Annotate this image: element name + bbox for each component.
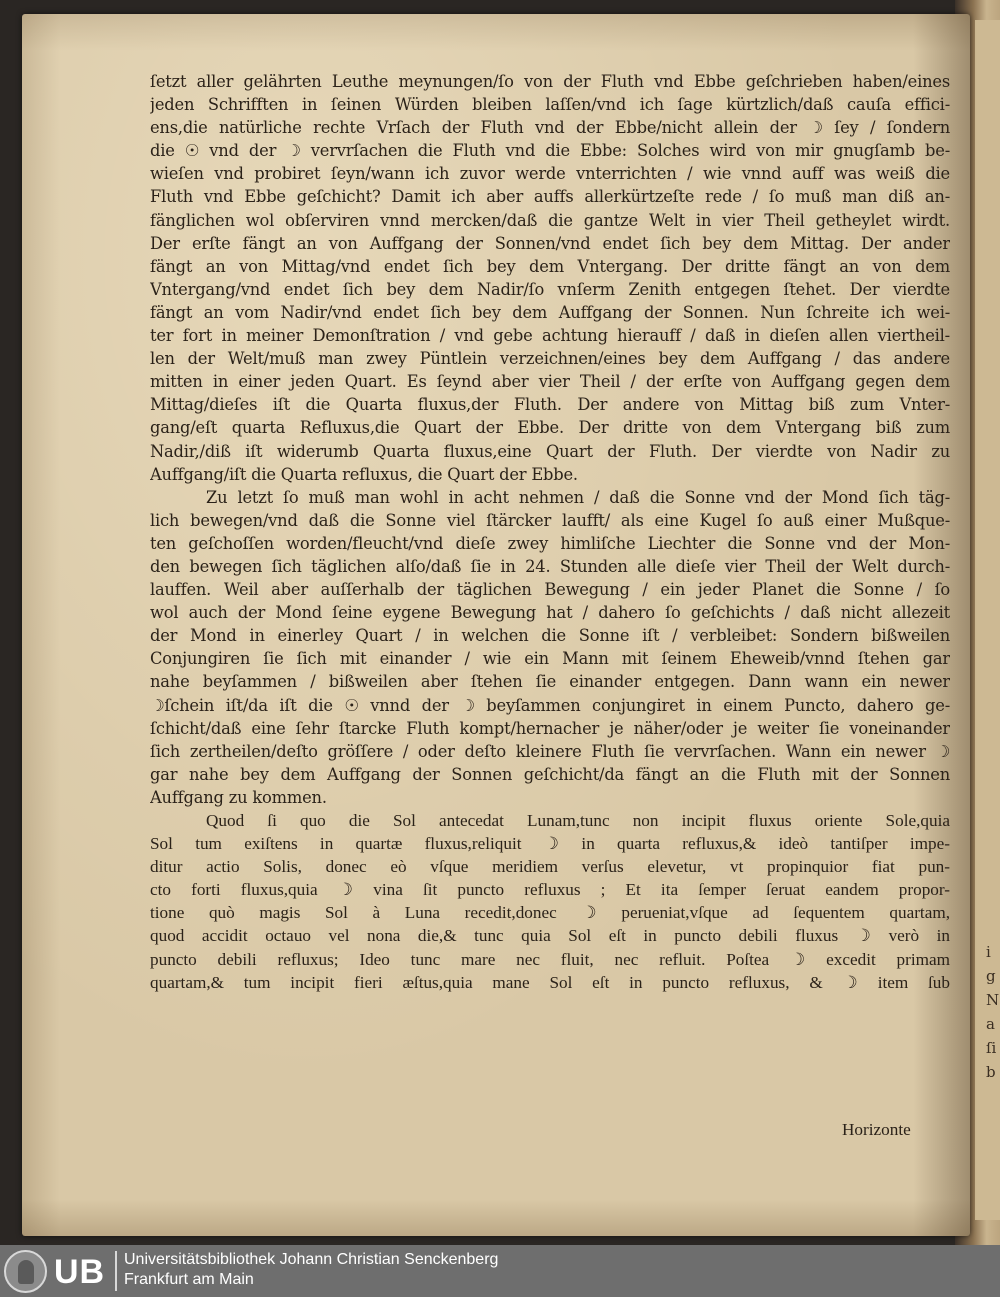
logo-divider [115, 1251, 117, 1291]
text-line: fängt an vom Nadir/vnd endet ſich bey dem Auffgang der Sonnen. Nun ſchreite ich wei- [150, 302, 950, 322]
next-page-char: ſi [986, 1039, 997, 1057]
latin-text-line: cto forti fluxus,quia ☽ vina ſit puncto refluxus ; Et ita ſemper ſeruat eandem propor- [150, 880, 950, 900]
institution-city: Frankfurt am Main [124, 1271, 254, 1288]
text-line: jeden Schrifften in ſeinen Würden bleiben laſſen/vnd ich ſage kürtzlich/daß cauſa effici- [150, 95, 950, 115]
page-text [150, 70, 950, 994]
text-line: Auffgang/iſt die Quarta refluxus, die Quart der Ebbe. [150, 464, 578, 484]
text-line: fängt an von Mittag/vnd endet ſich bey dem Vntergang. Der dritte fängt an von dem [150, 256, 950, 276]
text-line: nahe beyſammen / bißweilen aber ſtehen ſie einander entgegen. Dann wann ein newer [150, 672, 950, 692]
catchword: Horizonte [842, 1120, 911, 1139]
next-page-char: a [986, 1015, 995, 1033]
text-line: lauffen. Weil aber auſſerhalb der täglichen Bewegung / ein jeder Planet die Sonne / ſo [150, 580, 950, 600]
text-line: len der Welt/muß man zwey Püntlein verzeichnen/eines bey dem Auffgang / das andere [150, 349, 950, 369]
text-line: mitten in einer jeden Quart. Es ſeynd aber vier Theil / der erſte von Auffgang gegen dem [150, 372, 950, 392]
text-line: Vntergang/vnd endet ſich bey dem Nadir/ſo vnſerm Zenith entgegen ſtehet. Der vierdte [150, 279, 950, 299]
text-line: ten geſchoſſen worden/fleucht/vnd dieſe zwey himliſche Liechter die Sonne vnd der Mon- [150, 533, 950, 553]
text-line: Auffgang zu kommen. [150, 787, 327, 807]
logo-text: UB [54, 1253, 106, 1291]
text-line: lich bewegen/vnd daß die Sonne viel ſtärcker laufft/ als eine Kugel ſo auß einer Mußque- [150, 510, 950, 530]
text-line: fänglichen wol obſerviren vnnd mercken/daß die gantze Welt in vier Theil getheylet wirdt. [150, 210, 950, 230]
text-line: Nadir,/diß iſt widerumb Quarta fluxus,eine Quart der Fluth. Der vierdte von Nadir zu [150, 441, 950, 461]
text-line: ſchicht/daß eine ſehr ſtarcke Fluth kompt/hernacher je näher/oder je weiter ſie voneinander [150, 718, 950, 738]
text-line: ter fort in meiner Demonſtration / vnd gebe achtung hierauff / daß in dieſen allen viertheil- [150, 326, 950, 346]
text-line: gar nahe bey dem Auffgang der Sonnen geſchicht/da fängt an die Fluth mit der Sonnen [150, 764, 950, 784]
text-line: Der erſte fängt an von Auffgang der Sonnen/vnd endet ſich bey dem Mittag. Der ander [150, 233, 950, 253]
next-page-fragment [986, 940, 1000, 1084]
next-page-char: g [986, 967, 996, 985]
text-line: wol auch der Mond ſeine eygene Bewegung hat / dahero ſo geſchichts / daß nicht allezeit [150, 603, 950, 623]
library-logo[interactable] [4, 1250, 114, 1293]
text-line: die ☉ vnd der ☽ vervrſachen die Fluth vnd die Ebbe: Solches wird von mir gnugſamb be- [150, 141, 950, 161]
text-line: ens,die natürliche rechte Vrſach der Fluth vnd der Ebbe/nicht allein der ☽ ſey / ſondern [150, 118, 950, 138]
text-line: gang/eſt quarta Refluxus,die Quart der Ebbe. Der dritte von dem Vntergang biß zum [150, 418, 950, 438]
latin-text-line: Sol tum exiſtens in quartæ fluxus,reliquit ☽ in quarta refluxus,& ideò tantiſper impe- [150, 834, 950, 854]
next-page-char: i [986, 943, 991, 961]
text-line: ſetzt aller gelährten Leuthe meynungen/ſo von der Fluth vnd Ebbe geſchrieben haben/eines [150, 72, 950, 91]
text-line: Fluth vnd Ebbe geſchicht? Damit ich aber auffs allerkürtzeſte rede / ſo muß man diß an- [150, 187, 950, 207]
latin-text-line: puncto debili refluxus; Ideo tunc mare nec fluit, nec refluit. Poſtea ☽ excedit primam [150, 949, 950, 969]
text-line: Zu letzt ſo muß man wohl in acht nehmen / daß die Sonne vnd der Mond ſich täg- [206, 487, 950, 507]
next-page-char: b [986, 1063, 996, 1081]
library-footer [0, 1245, 1000, 1297]
portrait-seal-icon [4, 1250, 47, 1293]
latin-text-line: quartam,& tum incipit fieri æſtus,quia mane Sol eſt in puncto refluxus, & ☽ item ſub [150, 972, 950, 992]
latin-text-line: ditur actio Solis, donec eò vſque meridiem verſus elevetur, vt propinquior fiat pun- [150, 857, 950, 877]
text-line: ſich zertheilen/deſto gröſſere / oder deſto kleinere Fluth ſie vervrſachen. Wann ein newer ☽ [150, 741, 950, 761]
text-line: der Mond in einerley Quart / in welchen die Sonne iſt / verbleibet: Sondern bißweilen [150, 626, 950, 646]
text-line: Mittag/dieſes iſt die Quarta fluxus,der Fluth. Der andere von Mittag biß zum Vnter- [150, 395, 950, 415]
next-page-char: N [986, 991, 1000, 1009]
text-line: Conjungiren ſie ſich mit einander / wie ein Mann mit ſeinem Eheweib/vnnd ſtehen gar [150, 649, 950, 669]
text-line: wieſen vnd probiret ſeyn/wann ich zuvor werde vnterrichten / wie vnnd auff was weiß die [150, 164, 950, 184]
text-line: ☽ſchein iſt/da iſt die ☉ vnnd der ☽ beyſammen conjungiret in einem Puncto, dahero ge- [150, 695, 950, 715]
text-line: den bewegen ſich täglichen alſo/daß ſie in 24. Stunden alle dieſe vier Theil der Welt durch- [150, 556, 950, 576]
latin-text-line: quod accidit octauo vel nona die,& tunc quia Sol eſt in puncto debili fluxus ☽ verò in [150, 926, 950, 946]
latin-text-line: tione quò magis Sol à Luna recedit,donec ☽ perueniat,vſque ad ſequentem quartam, [150, 903, 950, 923]
latin-text-line: Quod ſi quo die Sol antecedat Lunam,tunc non incipit fluxus oriente Sole,quia [206, 811, 950, 830]
institution-name: Universitätsbibliothek Johann Christian Senckenberg [124, 1251, 499, 1268]
